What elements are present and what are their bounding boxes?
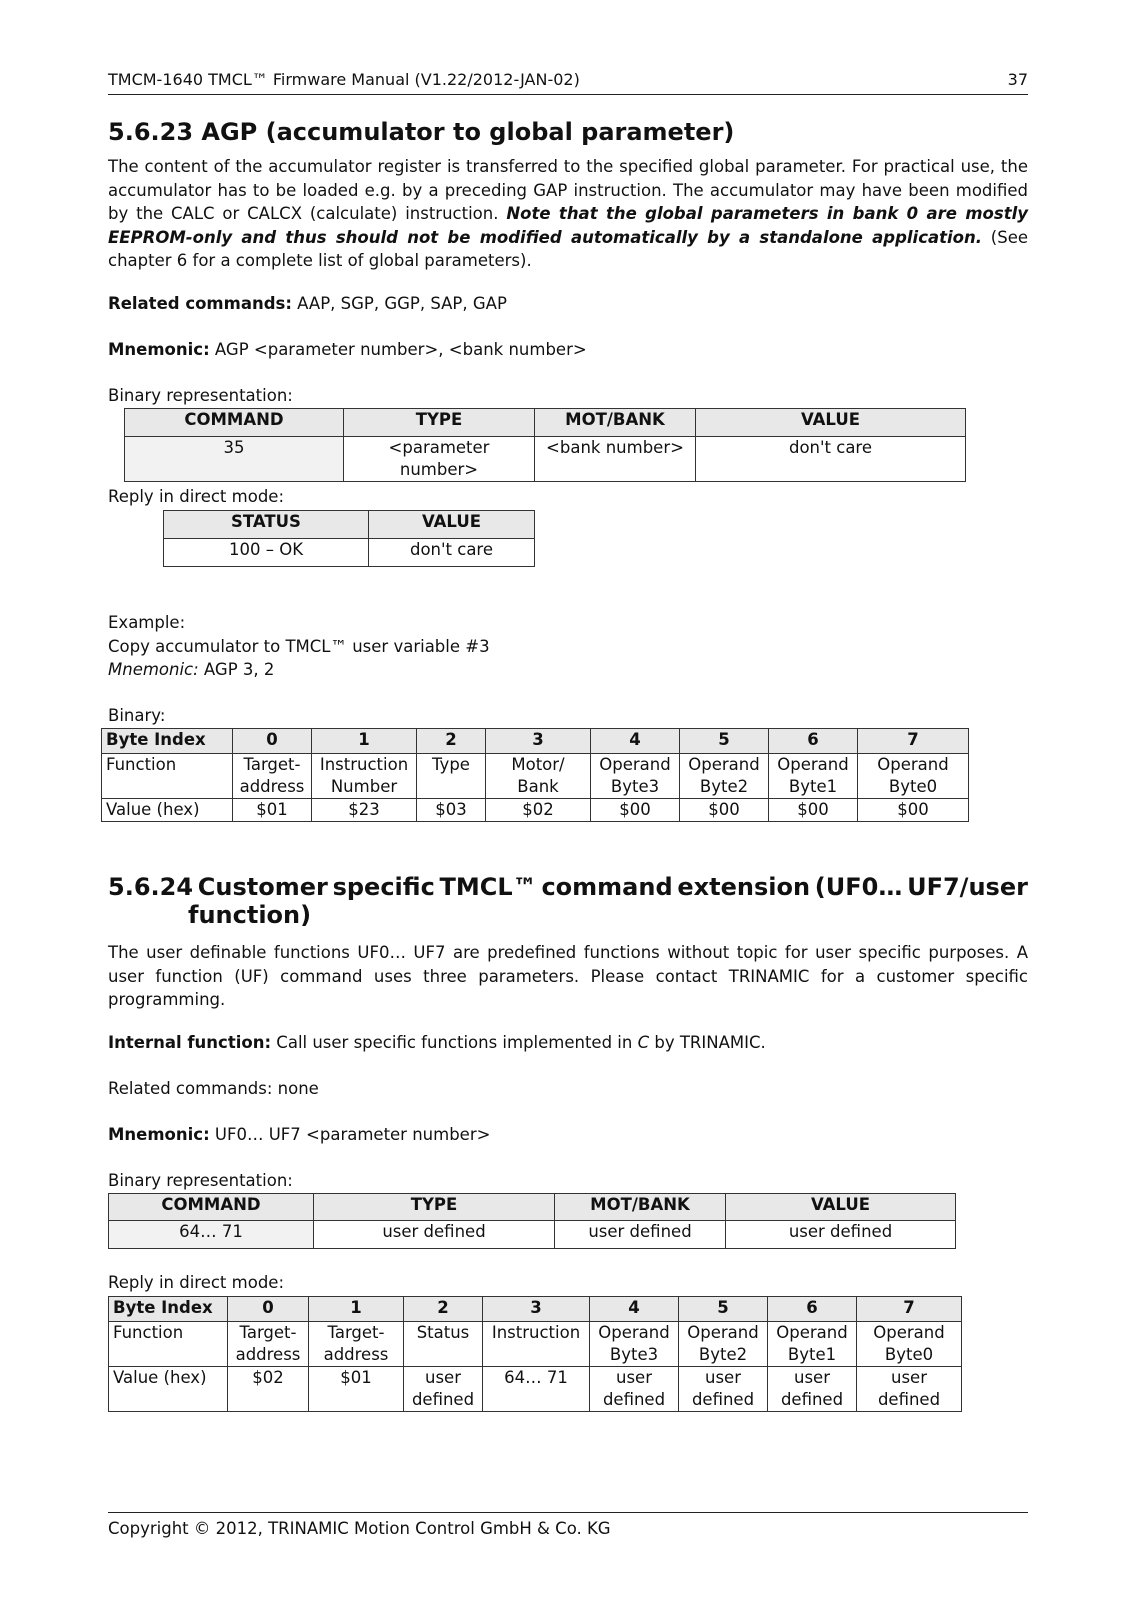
agp-mnemonic-value: AGP <parameter number>, <bank number>: [209, 340, 587, 359]
example-description: Copy accumulator to TMCL™ user variable #3: [108, 637, 490, 656]
table-cell: $01: [233, 799, 312, 822]
agp-reply-caption: Reply in direct mode:: [108, 487, 284, 506]
table-cell: $03: [417, 799, 486, 822]
table-cell: Operand Byte0: [857, 1322, 962, 1367]
table-header-cell: COMMAND: [125, 409, 344, 437]
table-header-cell: COMMAND: [109, 1194, 314, 1221]
table-cell: don't care: [696, 437, 966, 482]
table-cell: Operand Byte1: [769, 754, 858, 799]
table-cell: Target- address: [309, 1322, 404, 1367]
table-header-cell: 0: [233, 729, 312, 754]
table-header-cell: VALUE: [369, 511, 535, 539]
agp-intro-paragraph: [108, 155, 1028, 273]
table-cell: Instruction: [483, 1322, 590, 1367]
row-label: Value (hex): [109, 1367, 228, 1412]
table-cell: $02: [486, 799, 591, 822]
uf-intro-paragraph: The user definable functions UF0… UF7 are predefined functions without topic for user specific purposes. A user function (UF) command uses three parameters. Please contact TRINAMIC for a customer specific programming.: [108, 943, 1028, 1009]
table-header-cell: Byte Index: [102, 729, 233, 754]
table-header-cell: VALUE: [726, 1194, 956, 1221]
agp-mnemonic: [108, 339, 587, 361]
table-header-cell: 3: [486, 729, 591, 754]
document-title: TMCM-1640 TMCL™ Firmware Manual (V1.22/2012-JAN-02): [108, 70, 580, 89]
table-header-cell: 3: [483, 1297, 590, 1322]
copyright-text: Copyright © 2012, TRINAMIC Motion Control GmbH & Co. KG: [108, 1519, 611, 1538]
uf-reply-caption: Reply in direct mode:: [108, 1273, 284, 1292]
table-cell: Target- address: [228, 1322, 309, 1367]
uf-mnemonic: [108, 1124, 490, 1146]
agp-mnemonic-label: Mnemonic:: [108, 340, 210, 359]
table-header-cell: 6: [768, 1297, 857, 1322]
agp-binary-table: [124, 408, 966, 482]
agp-related-value: AAP, SGP, GGP, SAP, GAP: [291, 294, 507, 313]
page-header: [108, 70, 1028, 95]
heading-number: 5.6.24: [108, 873, 194, 901]
example-label: Example:: [108, 613, 186, 632]
table-cell: 64… 71: [483, 1367, 590, 1412]
table-cell: user defined: [555, 1221, 726, 1249]
table-cell: <bank number>: [535, 437, 696, 482]
uf-internal-label: Internal function:: [108, 1033, 272, 1052]
table-cell: Status: [404, 1322, 483, 1367]
table-header-cell: TYPE: [344, 409, 535, 437]
agp-related-commands: [108, 293, 507, 315]
table-cell: Instruction Number: [312, 754, 417, 799]
table-header-cell: 7: [858, 729, 969, 754]
table-row: [109, 1322, 962, 1367]
table-header-cell: Byte Index: [109, 1297, 228, 1322]
uf-related-commands: Related commands: none: [108, 1079, 319, 1098]
table-header-cell: VALUE: [696, 409, 966, 437]
table-header-cell: 1: [312, 729, 417, 754]
page-footer: [108, 1512, 1028, 1538]
table-cell: Operand Byte2: [680, 754, 769, 799]
uf-mnemonic-value: UF0… UF7 <parameter number>: [209, 1125, 491, 1144]
table-cell: user defined: [314, 1221, 555, 1249]
table-header-cell: 5: [679, 1297, 768, 1322]
example-mnemonic: [108, 659, 274, 681]
table-cell: <parameter number>: [344, 437, 535, 482]
agp-binary-caption: Binary representation:: [108, 386, 293, 405]
table-cell: $00: [680, 799, 769, 822]
table-cell: $23: [312, 799, 417, 822]
example-mnemonic-value: AGP 3, 2: [198, 660, 275, 679]
table-row: [102, 799, 969, 822]
table-header-cell: TYPE: [314, 1194, 555, 1221]
agp-bytes-table: [101, 728, 969, 822]
agp-intro-text-end: (See chapter 6 for a complete list of global parameters).: [108, 227, 1028, 270]
table-cell: Target- address: [233, 754, 312, 799]
table-cell: Operand Byte2: [679, 1322, 768, 1367]
table-header-cell: 4: [590, 1297, 679, 1322]
uf-binary-caption: Binary representation:: [108, 1171, 293, 1190]
table-cell: user defined: [679, 1367, 768, 1412]
table-cell: user defined: [768, 1367, 857, 1412]
table-cell: Type: [417, 754, 486, 799]
table-cell: user defined: [726, 1221, 956, 1249]
table-header-cell: 6: [769, 729, 858, 754]
table-cell: 64… 71: [109, 1221, 314, 1249]
table-header-cell: 2: [404, 1297, 483, 1322]
agp-related-label: Related commands:: [108, 294, 292, 313]
table-cell: $00: [858, 799, 969, 822]
table-cell: $00: [769, 799, 858, 822]
page-number: 37: [1007, 70, 1028, 89]
table-cell: Operand Byte1: [768, 1322, 857, 1367]
agp-intro-text: The content of the accumulator register is transferred to the specified global parameter. For practical use, the accumulator has to be loaded e.g. by a preceding GAP instruction. The accumulator may have been modified by the CALC or CALCX (calculate) instruction.: [108, 157, 1028, 223]
table-header-cell: 5: [680, 729, 769, 754]
table-header-cell: MOT/BANK: [535, 409, 696, 437]
table-header-cell: 4: [591, 729, 680, 754]
table-header-cell: 7: [857, 1297, 962, 1322]
table-header-cell: 2: [417, 729, 486, 754]
uf-internal-function: Internal function: Call user specific functions implemented in C by TRINAMIC.: [108, 1033, 766, 1052]
table-cell: 100 – OK: [164, 539, 369, 567]
agp-reply-table: [163, 510, 535, 567]
table-row: [109, 1367, 962, 1412]
table-cell: user defined: [404, 1367, 483, 1412]
table-cell: user defined: [857, 1367, 962, 1412]
row-label: Function: [102, 754, 233, 799]
table-cell: don't care: [369, 539, 535, 567]
table-header-cell: MOT/BANK: [555, 1194, 726, 1221]
table-cell: Operand Byte0: [858, 754, 969, 799]
table-cell: $01: [309, 1367, 404, 1412]
table-cell: user defined: [590, 1367, 679, 1412]
table-cell: 35: [125, 437, 344, 482]
section-heading-uf: 5.6.24 Customer specific TMCL™ command extension (UF0… UF7/user function): [108, 873, 1028, 929]
table-cell: Motor/ Bank: [486, 754, 591, 799]
binary-label: Binary:: [108, 706, 166, 725]
row-label: Value (hex): [102, 799, 233, 822]
row-label: Function: [109, 1322, 228, 1367]
table-header-cell: STATUS: [164, 511, 369, 539]
uf-binary-table: [108, 1193, 956, 1249]
agp-intro-note: Note that the global parameters in bank 0 are mostly EEPROM-only and thus should not be modified automatically by a standalone application.: [108, 204, 1029, 247]
example-mnemonic-label: Mnemonic:: [108, 660, 199, 679]
table-header-cell: 0: [228, 1297, 309, 1322]
table-cell: Operand Byte3: [591, 754, 680, 799]
table-row: [102, 754, 969, 799]
uf-reply-table: [108, 1296, 962, 1412]
section-heading-agp: 5.6.23 AGP (accumulator to global parameter): [108, 118, 735, 146]
table-cell: Operand Byte3: [590, 1322, 679, 1367]
table-header-cell: 1: [309, 1297, 404, 1322]
uf-mnemonic-label: Mnemonic:: [108, 1125, 210, 1144]
table-cell: $00: [591, 799, 680, 822]
table-cell: $02: [228, 1367, 309, 1412]
